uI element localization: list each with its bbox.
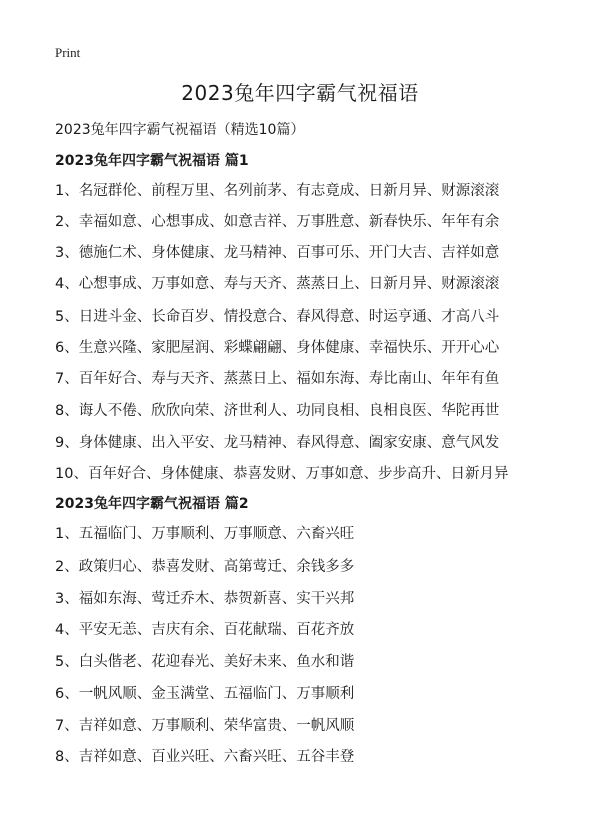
list-item: 10、百年好合、身体健康、恭喜发财、万事如意、步步高升、日新月异 [55, 466, 509, 482]
page-title: 2023兔年四字霸气祝福语 [181, 81, 419, 105]
list-item: 4、心想事成、万事如意、寿与天齐、蒸蒸日上、日新月异、财源滚滚 [55, 276, 500, 292]
list-item: 6、生意兴隆、家肥屋润、彩蝶翩翩、身体健康、幸福快乐、开开心心 [55, 340, 500, 356]
list-item: 8、诲人不倦、欣欣向荣、济世利人、功同良相、良相良医、华陀再世 [55, 403, 500, 419]
list-item: 3、福如东海、莺迁乔木、恭贺新喜、实干兴邦 [55, 591, 355, 607]
list-item: 5、白头偕老、花迎春光、美好未来、鱼水和谐 [55, 654, 355, 670]
list-item: 7、百年好合、寿与天齐、蒸蒸日上、福如东海、寿比南山、年年有鱼 [55, 371, 500, 387]
list-item: 5、日进斗金、长命百岁、情投意合、春风得意、时运亨通、才高八斗 [55, 309, 500, 325]
section-heading-2: 2023兔年四字霸气祝福语 篇2 [55, 496, 249, 512]
list-item: 4、平安无恙、吉庆有余、百花献瑞、百花齐放 [55, 622, 355, 638]
list-item: 9、身体健康、出入平安、龙马精神、春风得意、阖家安康、意气风发 [55, 435, 500, 451]
list-item: 1、五福临门、万事顺利、万事顺意、六畜兴旺 [55, 526, 355, 542]
print-link[interactable]: Print [55, 45, 81, 60]
list-item: 6、一帆风顺、金玉满堂、五福临门、万事顺利 [55, 686, 355, 702]
list-item: 7、吉祥如意、万事顺利、荣华富贵、一帆风顺 [55, 718, 355, 734]
document-subtitle: 2023兔年四字霸气祝福语（精选10篇） [55, 122, 305, 138]
list-item: 2、幸福如意、心想事成、如意吉祥、万事胜意、新春快乐、年年有余 [55, 214, 500, 230]
list-item: 3、德施仁术、身体健康、龙马精神、百事可乐、开门大吉、吉祥如意 [55, 245, 500, 261]
section-heading-1: 2023兔年四字霸气祝福语 篇1 [55, 153, 249, 169]
list-item: 2、政策归心、恭喜发财、高第莺迁、余钱多多 [55, 559, 355, 575]
list-item: 1、名冠群伦、前程万里、名列前茅、有志竟成、日新月异、财源滚滚 [55, 183, 500, 199]
list-item: 8、吉祥如意、百业兴旺、六畜兴旺、五谷丰登 [55, 749, 355, 765]
